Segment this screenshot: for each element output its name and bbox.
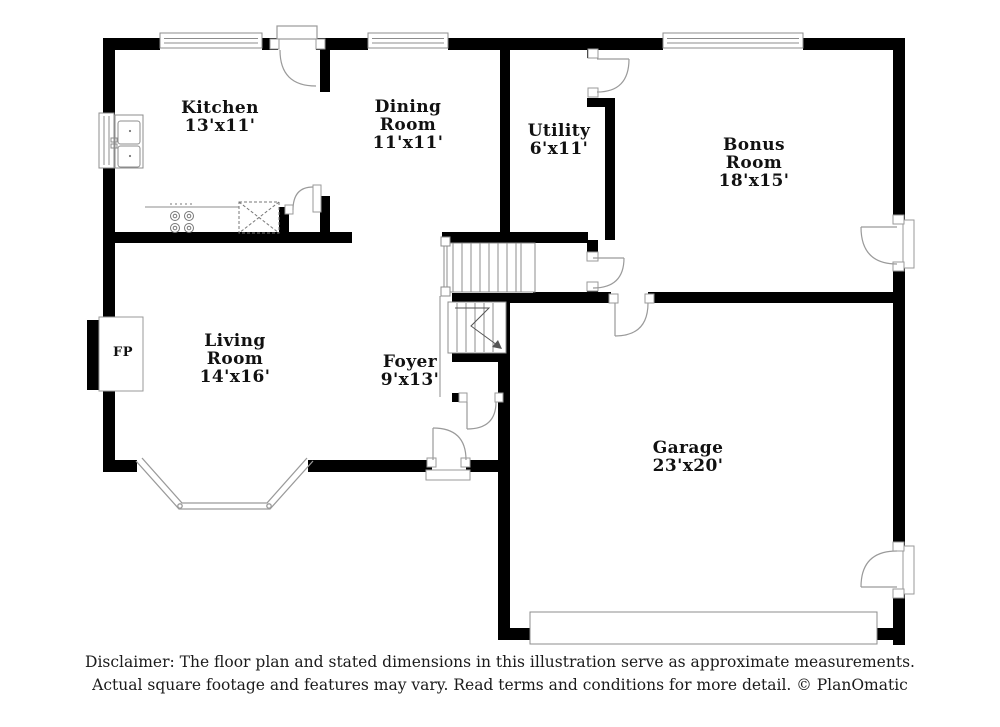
- front-door: [426, 428, 470, 480]
- room-name: Garage: [652, 438, 724, 458]
- disclaimer-line-1: Disclaimer: The floor plan and stated dimensions in this illustration serve as approximate measurements.: [85, 653, 915, 671]
- room-label-bonus: [709, 136, 799, 191]
- window-bonus-top: [663, 33, 803, 48]
- dishwasher-cabinet: [239, 202, 279, 233]
- room-label-utility: [509, 122, 609, 158]
- room-dims: 23'x20': [652, 456, 724, 477]
- disclaimer: [0, 651, 1000, 697]
- room-label-garage: [638, 439, 738, 475]
- utility-top-door: [588, 49, 629, 97]
- room-dims: 6'x11': [529, 139, 589, 160]
- room-dims: 14'x16': [199, 367, 271, 388]
- kitchen-dining-door: [285, 185, 321, 214]
- fireplace-label: FP: [113, 345, 134, 360]
- room-dims: 18'x15': [718, 171, 790, 192]
- room-name: Living Room: [204, 331, 266, 370]
- kitchen-exterior-door: [270, 26, 325, 86]
- room-label-dining: [363, 98, 453, 153]
- room-label-foyer: [360, 353, 460, 389]
- bonus-exterior-door: [861, 215, 914, 271]
- room-label-kitchen: [145, 99, 295, 135]
- stove-burners: [170, 204, 194, 233]
- room-dims: 11'x11': [372, 133, 444, 154]
- room-name: Kitchen: [181, 98, 259, 118]
- room-name: Utility: [527, 121, 591, 141]
- room-name: Dining Room: [374, 97, 442, 136]
- bay-window: [136, 458, 313, 509]
- utility-bottom-door: [587, 252, 624, 291]
- window-dining-top: [368, 33, 448, 48]
- garage-door: [530, 612, 877, 644]
- room-dims: 9'x13': [380, 370, 440, 391]
- room-label-living: [185, 332, 285, 387]
- kitchen-sink: [111, 115, 143, 168]
- garage-side-door: [861, 542, 914, 598]
- room-dims: 13'x11': [184, 116, 256, 137]
- staircase-upper: [441, 237, 535, 296]
- disclaimer-line-2: Actual square footage and features may vary. Read terms and conditions for more detail. © PlanOmatic: [92, 676, 908, 694]
- window-kitchen-left: [99, 113, 114, 168]
- room-name: Foyer: [382, 352, 438, 372]
- window-kitchen-top: [160, 33, 262, 48]
- room-name: Bonus Room: [723, 135, 785, 174]
- garage-hall-door: [609, 294, 654, 336]
- closet-door: [459, 393, 503, 429]
